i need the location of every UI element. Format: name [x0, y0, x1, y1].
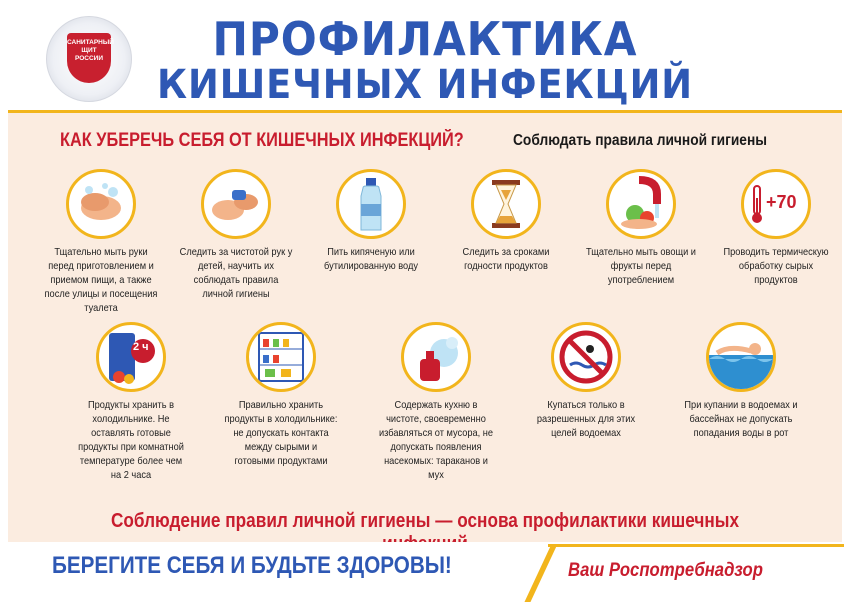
fridge-clock-icon [96, 322, 166, 392]
thermometer-icon [741, 169, 811, 239]
tip-item [171, 169, 301, 301]
tip-caption: Продукты хранить в холодильнике. Не оставлять готовые продукты при комнатной температуре более чем на 2 часа [78, 399, 184, 481]
tip-item [36, 169, 166, 315]
call-to-action: БЕРЕГИТЕ СЕБЯ И БУДЬТЕ ЗДОРОВЫ! [52, 552, 452, 579]
no-swimming-icon [551, 322, 621, 392]
tip-caption: Правильно хранить продукты в холодильнике: не допускать контакта между сырыми и готовыми продуктами [224, 399, 338, 467]
tip-caption: Проводить термическую обработку сырых продуктов [723, 246, 829, 286]
motto: Соблюдение правил личной гигиены — основа профилактики кишечных [110, 510, 740, 532]
tip-item [66, 322, 196, 482]
shield-icon: САНИТАРНЫЙ ЩИТ РОССИИ [67, 33, 111, 83]
tip-caption: Следить за сроками годности продуктов [462, 246, 550, 272]
tip-item [711, 169, 841, 287]
footer-divider [548, 544, 844, 547]
tip-item [676, 322, 806, 440]
page-title-line1: ПРОФИЛАКТИКА [212, 12, 638, 66]
tip-caption: При купании в водоемах и бассейнах не допускать попадания воды в рот [684, 399, 798, 439]
poster [8, 4, 842, 602]
water-bottle-icon [336, 169, 406, 239]
tip-item [306, 169, 436, 273]
question-heading: КАК УБЕРЕЧЬ СЕБЯ ОТ КИШЕЧНЫХ ИНФЕКЦИЙ? [60, 130, 464, 151]
tip-item [216, 322, 346, 468]
tip-item [521, 322, 651, 440]
tip-caption: Купаться только в разрешенных для этих целей водоемах [536, 399, 636, 439]
tip-caption: Тщательно мыть руки перед приготовлением и приемом пищи, а также после улицы и посещения туалета [44, 246, 158, 314]
tip-caption: Пить кипяченую или бутилированную воду [324, 246, 418, 272]
signature: Ваш Роспотребнадзор [568, 560, 763, 581]
hand-washing-icon [66, 169, 136, 239]
tip-item [441, 169, 571, 273]
swimmer-icon [706, 322, 776, 392]
page-title-line2: КИШЕЧНЫХ ИНФЕКЦИЙ [156, 62, 694, 108]
tip-item [371, 322, 501, 482]
temperature-badge: +70 [766, 192, 797, 212]
tip-caption: Содержать кухню в чистоте, своевременно избавляться от мусора, не допускать появления насекомых: тараканов и мух [378, 399, 494, 481]
question-subheading: Соблюдать правила личной гигиены [513, 132, 768, 149]
washing-vegetables-icon [606, 169, 676, 239]
fridge-shelves-icon [246, 322, 316, 392]
child-hands-icon [201, 169, 271, 239]
header-divider [8, 110, 842, 113]
tip-item [576, 169, 706, 287]
time-badge: 2 ч [133, 341, 149, 353]
cleaning-spray-icon [401, 322, 471, 392]
tip-caption: Тщательно мыть овощи и фрукты перед употреблением [586, 246, 696, 286]
hourglass-icon [471, 169, 541, 239]
tip-caption: Следить за чистотой рук у детей, научить их соблюдать правила личной гигиены [179, 246, 293, 300]
